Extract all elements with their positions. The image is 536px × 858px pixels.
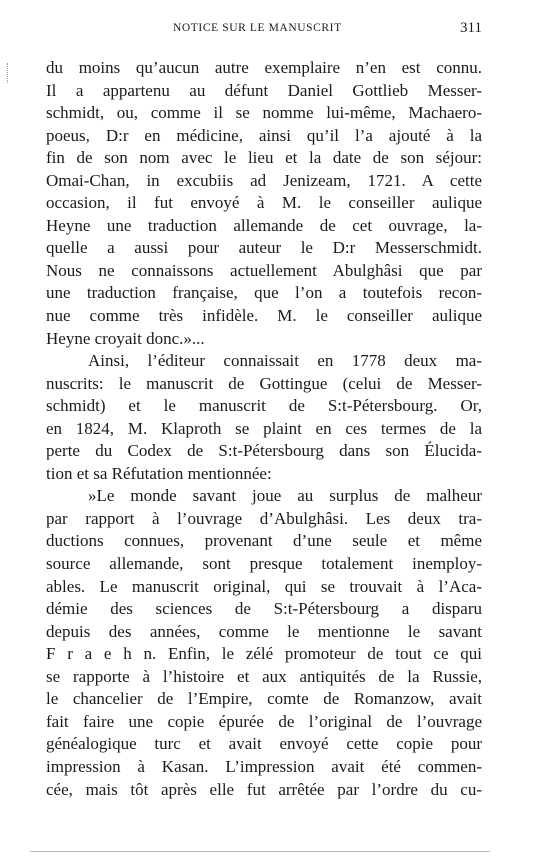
text-line: Heyne une traduction allemande de cet ouvrage, la-	[46, 215, 482, 235]
text-line: le chancelier de l’Empire, comte de Romanzow, avait	[46, 689, 482, 709]
text-line: schmidt) et le manuscrit de S:t-Pétersbourg. Or,	[46, 396, 482, 416]
text-line: en 1824, M. Klaproth se plaint en ces termes de la	[46, 418, 482, 438]
text-line: tion et sa Réfutation mentionnée:	[46, 463, 272, 483]
text-line: par rapport à l’ouvrage d’Abulghâsi. Les deux tra-	[46, 508, 482, 528]
text-line: du moins qu’aucun autre exemplaire n’en est connu.	[46, 58, 482, 77]
text-line: Heyne croyait donc.»...	[46, 328, 205, 348]
text-line: nue comme très infidèle. M. le conseiller aulique	[46, 306, 482, 326]
text-line: Omai-Chan, in excubiis ad Jenizeam, 1721. A cette	[46, 170, 482, 190]
footer-rule	[30, 851, 490, 852]
text-line: quelle a aussi pour auteur le D:r Messerschmidt.	[46, 238, 482, 258]
text-line: occasion, il fut envoyé à M. le conseiller aulique	[46, 193, 482, 213]
text-line: fait faire une copie épurée de l’original de l’ouvrage	[46, 711, 482, 731]
text-line: Il a appartenu au défunt Daniel Gottlieb Messer-	[46, 80, 482, 100]
text-line: schmidt, ou, comme il se nomme lui-même, Machaero-	[46, 103, 482, 123]
text-line: se rapporte à l’histoire et aux antiquités de la Russie,	[46, 666, 482, 686]
running-title: NOTICE SUR LE MANUSCRIT	[173, 22, 342, 34]
text-line: une traduction française, que l’on a toutefois recon-	[46, 283, 482, 303]
text-line: impression à Kasan. L’impression avait été commen-	[46, 756, 482, 776]
text-line: »Le monde savant joue au surplus de malheur	[88, 486, 482, 506]
margin-mark	[7, 63, 9, 83]
text-line: ables. Le manuscrit original, qui se trouvait à l’Aca-	[46, 576, 482, 596]
text-line: nuscrits: le manuscrit de Gottingue (celui de Messer-	[46, 373, 482, 393]
running-head	[46, 22, 482, 40]
text-line: démie des sciences de S:t-Pétersbourg a disparu	[46, 599, 482, 619]
text-line: ductions connues, provenant d’une seule et même	[46, 531, 482, 551]
text-line: source allemande, sont presque totalement inemploy-	[46, 554, 482, 574]
text-line: Nous ne connaissons actuellement Abulghâsi que par	[46, 260, 482, 280]
text-line: généalogique turc et avait envoyé cette copie pour	[46, 734, 482, 754]
text-line: cée, mais tôt après elle fut arrêtée par l’ordre du cu-	[46, 779, 482, 799]
text-line: F r a e h n. Enfin, le zélé promoteur de tout ce qui	[46, 644, 482, 664]
text-line: Ainsi, l’éditeur connaissait en 1778 deux ma-	[88, 351, 482, 371]
page-number: 311	[460, 20, 482, 36]
text-line: depuis des années, comme le mentionne le savant	[46, 621, 482, 641]
body-text	[46, 57, 482, 801]
text-line: fin de son nom avec le lieu et la date de son séjour:	[46, 148, 482, 168]
text-line: perte du Codex de S:t-Pétersbourg dans son Élucida-	[46, 441, 482, 461]
text-line: poeus, D:r en médicine, ainsi qu’il l’a ajouté à la	[46, 125, 482, 145]
